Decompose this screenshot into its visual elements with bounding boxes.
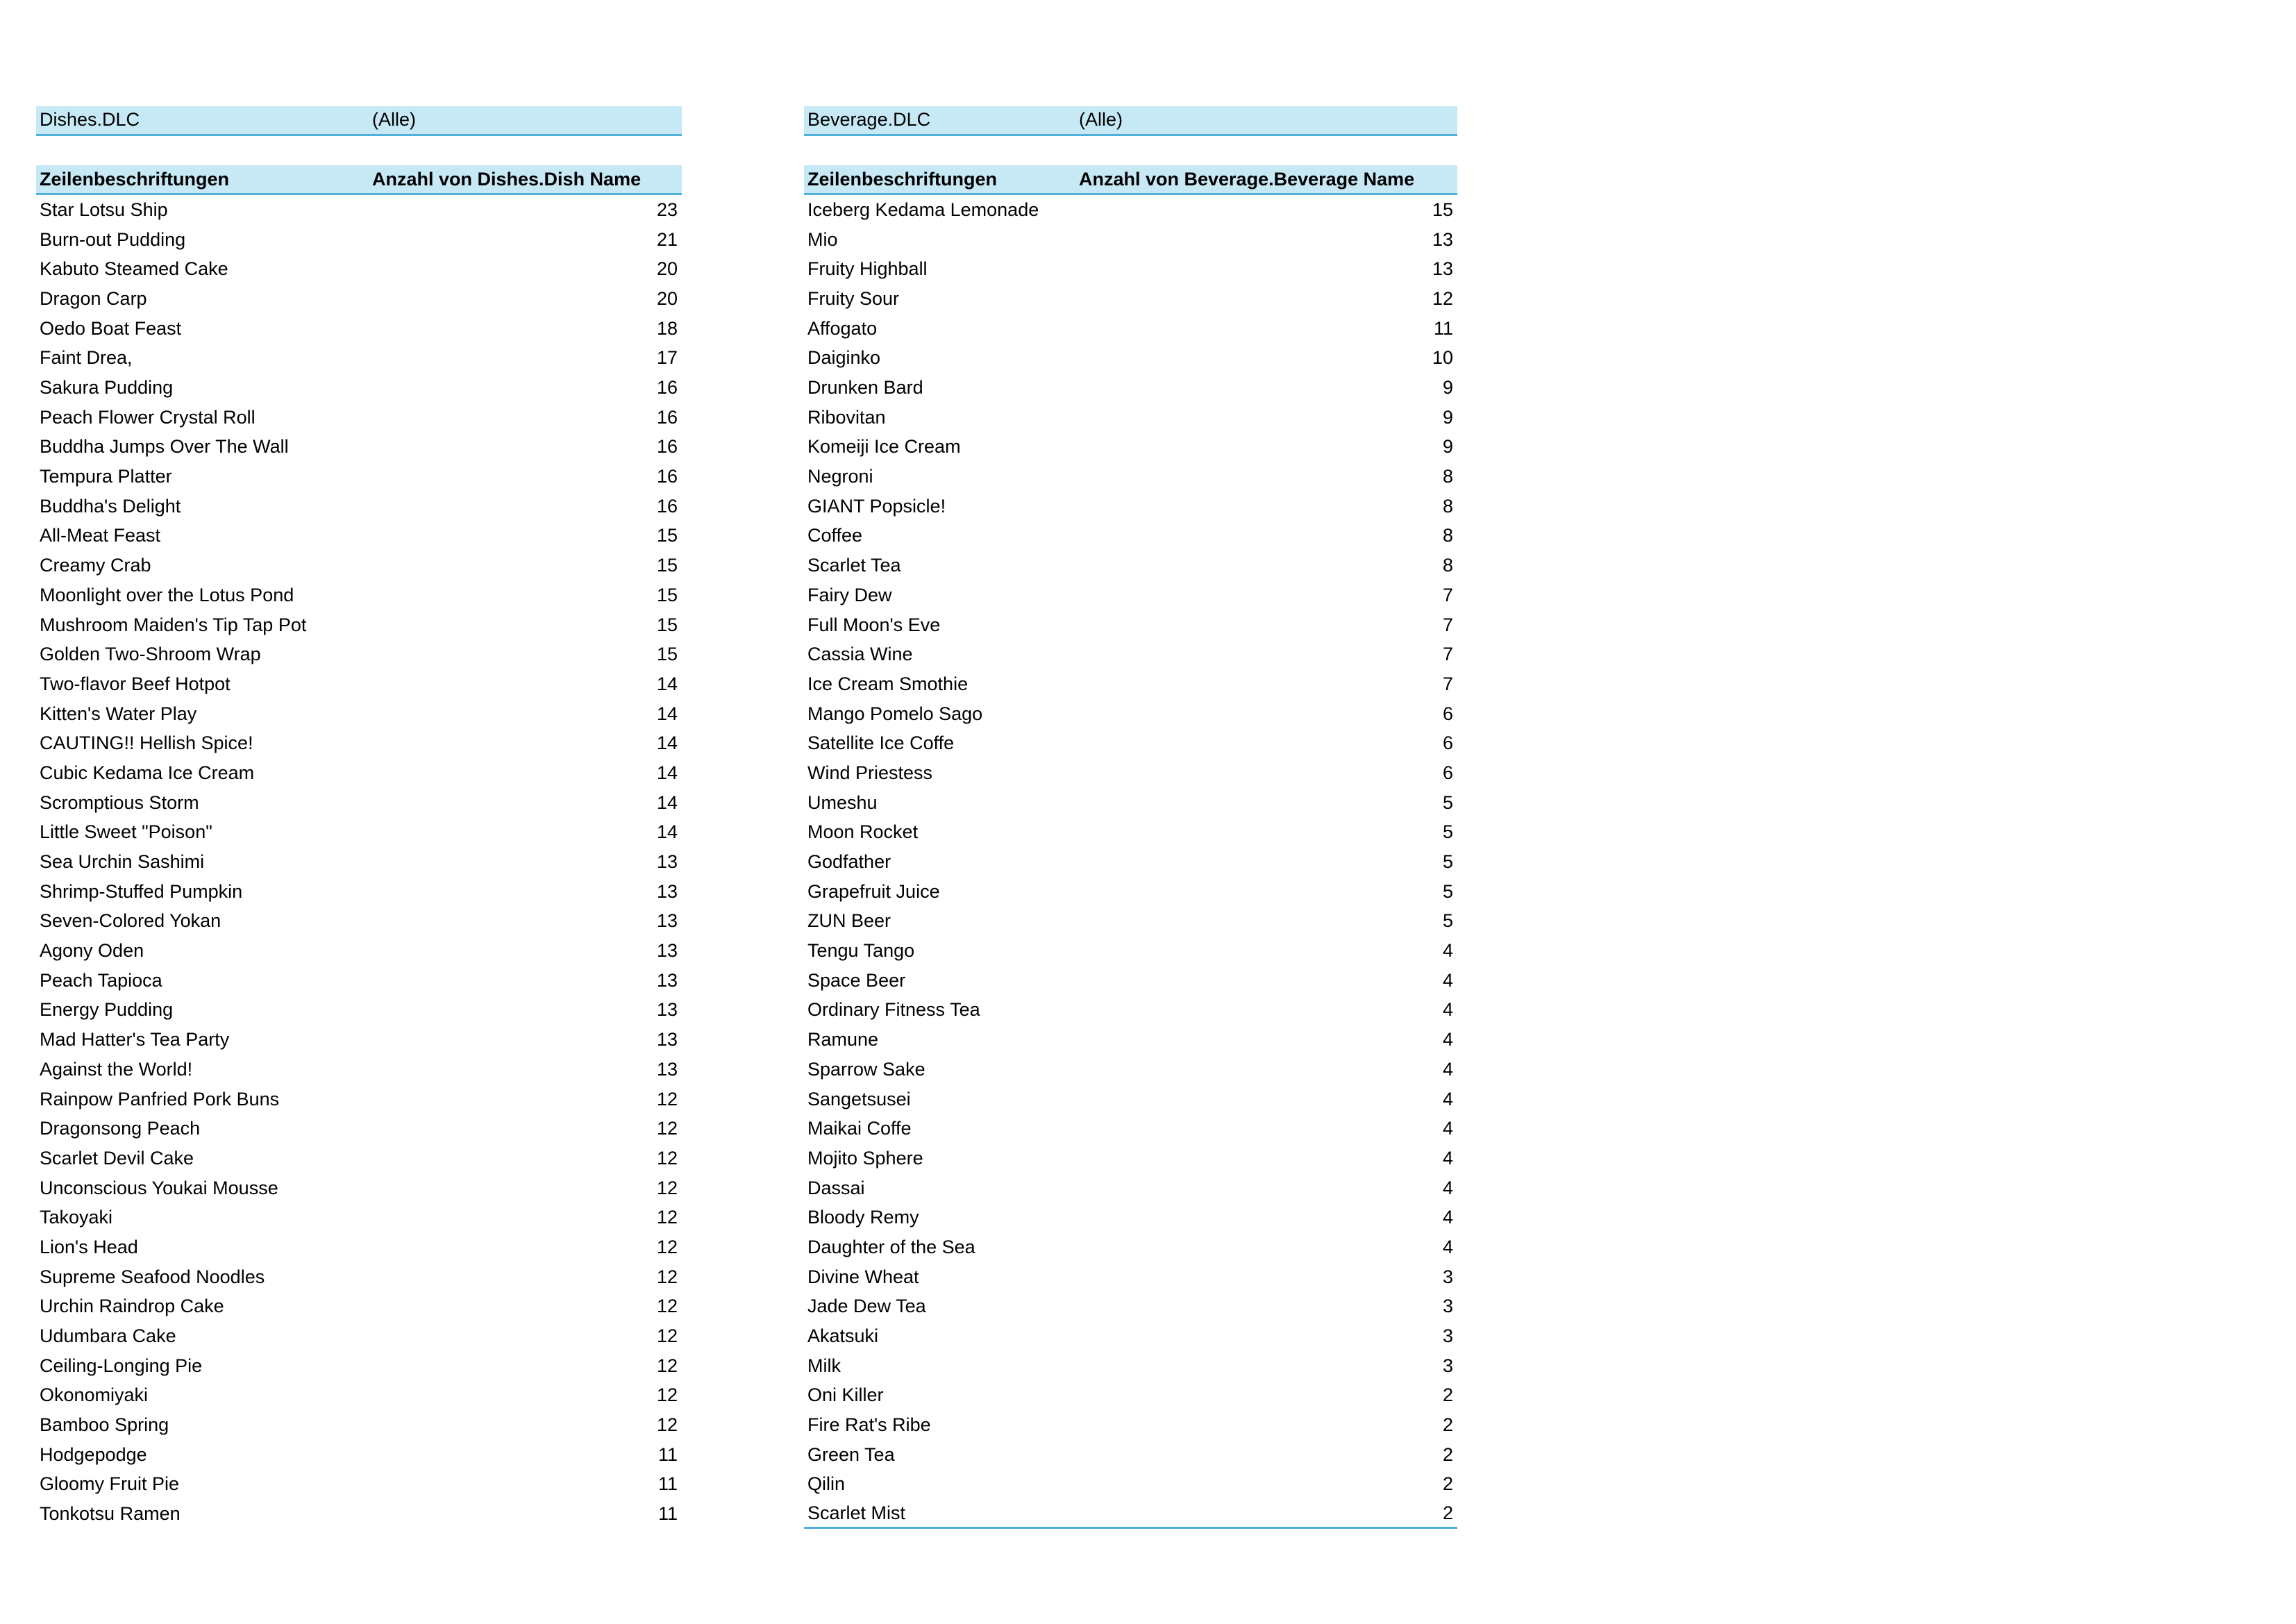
dishes-row-count: 12 [656,1147,678,1169]
dishes-table-row[interactable] [36,462,682,492]
beverage-table-row[interactable] [804,966,1457,996]
dishes-row-count: 13 [656,851,678,873]
dishes-row-count: 12 [656,1118,678,1139]
dishes-row-count: 15 [656,614,678,635]
dishes-table-row[interactable] [36,936,682,966]
dishes-row-count: 14 [656,733,678,754]
beverage-count-header: Anzahl von Beverage.Beverage Name [1079,168,1415,190]
dishes-row-name: CAUTING!! Hellish Spice! [40,733,253,754]
dishes-row-count: 14 [656,673,678,694]
beverage-row-name: ZUN Beer [807,910,891,932]
dishes-row-name: Peach Tapioca [40,969,162,991]
beverage-row-count: 4 [1442,999,1453,1021]
dishes-row-count: 12 [656,1088,678,1110]
dishes-row-count: 13 [656,910,678,932]
beverage-row-name: Fruity Sour [807,287,900,309]
beverage-row-name: Ordinary Fitness Tea [807,999,980,1021]
dishes-row-count: 16 [656,466,678,487]
beverage-row-name: Scarlet Mist [807,1502,906,1523]
beverage-table-row[interactable] [804,1173,1457,1203]
beverage-table-row[interactable] [804,373,1457,403]
beverage-row-name: Cassia Wine [807,644,913,665]
dishes-table-row[interactable] [36,699,682,729]
beverage-row-name: Mio [807,228,838,250]
beverage-row-count: 7 [1442,584,1453,605]
beverage-row-name: Fairy Dew [807,584,892,605]
beverage-row-name: Mango Pomelo Sago [807,703,983,724]
beverage-row-count: 10 [1432,347,1453,369]
dishes-row-name: Burn-out Pudding [40,228,186,250]
beverage-table-row[interactable] [804,344,1457,374]
beverage-row-name: Maikai Coffe [807,1118,912,1139]
dishes-row-labels-header[interactable]: Zeilenbeschriftungen [40,168,230,190]
beverage-header-row [804,165,1457,195]
dishes-table-row[interactable] [36,1262,682,1292]
beverage-row-name: Komeiji Ice Cream [807,436,961,458]
beverage-row-count: 9 [1442,377,1453,399]
beverage-row-count: 7 [1442,673,1453,694]
dishes-row-name: Urchin Raindrop Cake [40,1296,224,1317]
beverage-filter-dropdown[interactable]: (Alle) [1079,109,1123,131]
beverage-table-row[interactable] [804,1499,1457,1529]
beverage-row-name: Divine Wheat [807,1266,919,1287]
dishes-row-name: Tempura Platter [40,466,172,487]
dishes-table-row[interactable] [36,1203,682,1232]
beverage-filter-row[interactable] [804,106,1457,136]
beverage-row-name: Ramune [807,1029,879,1050]
dishes-row-name: Golden Two-Shroom Wrap [40,644,261,665]
beverage-table-row[interactable] [804,758,1457,788]
beverage-row-count: 4 [1442,1118,1453,1139]
beverage-table-row[interactable] [804,1351,1457,1381]
beverage-table-row[interactable] [804,314,1457,344]
beverage-row-count: 8 [1442,555,1453,576]
beverage-row-name: Jade Dew Tea [807,1296,926,1317]
dishes-row-name: Dragonsong Peach [40,1118,201,1139]
beverage-table-row[interactable] [804,1321,1457,1351]
dishes-table-row[interactable] [36,639,682,669]
dishes-row-count: 11 [657,1503,678,1525]
dishes-row-count: 12 [656,1296,678,1317]
dishes-row-name: Scromptious Storm [40,792,199,813]
dishes-row-name: Against the World! [40,1058,193,1080]
dishes-table-row[interactable] [36,225,682,255]
beverage-row-count: 4 [1442,969,1453,991]
dishes-row-name: Little Sweet "Poison" [40,821,212,843]
dishes-table-row[interactable] [36,1351,682,1381]
dishes-row-name: Gloomy Fruit Pie [40,1473,180,1495]
beverage-row-count: 4 [1442,1177,1453,1198]
dishes-row-count: 12 [656,1177,678,1198]
dishes-table-row[interactable] [36,1173,682,1203]
beverage-row-name: Green Tea [807,1443,895,1465]
dishes-row-name: Moonlight over the Lotus Pond [40,584,294,605]
dishes-table-row[interactable] [36,1440,682,1470]
dishes-row-count: 13 [656,1058,678,1080]
dishes-table-body [36,195,682,1529]
beverage-row-count: 15 [1432,199,1453,220]
dishes-row-count: 15 [656,555,678,576]
dishes-row-name: Faint Drea, [40,347,133,369]
dishes-filter-row[interactable] [36,106,682,136]
beverage-table-row[interactable] [804,639,1457,669]
beverage-row-count: 2 [1442,1384,1453,1406]
dishes-table-row[interactable] [36,314,682,344]
beverage-table-row[interactable] [804,284,1457,314]
beverage-row-count: 3 [1442,1325,1453,1347]
dishes-row-count: 15 [656,584,678,605]
beverage-table-row[interactable] [804,433,1457,462]
dishes-table-row[interactable] [36,966,682,996]
beverage-table-row[interactable] [804,521,1457,551]
beverage-row-name: Sangetsusei [807,1088,911,1110]
dishes-table-row[interactable] [36,580,682,610]
beverage-table-row[interactable] [804,996,1457,1026]
beverage-row-count: 6 [1442,733,1453,754]
beverage-row-name: Grapefruit Juice [807,880,940,902]
beverage-row-count: 2 [1442,1443,1453,1465]
dishes-row-name: Creamy Crab [40,555,151,576]
beverage-row-name: Drunken Bard [807,377,923,399]
dishes-row-count: 12 [656,1355,678,1376]
beverage-row-name: Ice Cream Smothie [807,673,969,694]
dishes-row-name: Tonkotsu Ramen [40,1503,181,1525]
beverage-row-name: Tengu Tango [807,940,915,962]
dishes-pivot-table [36,106,682,1529]
beverage-row-count: 4 [1442,1236,1453,1257]
dishes-table-row[interactable] [36,195,682,225]
dishes-row-count: 12 [656,1384,678,1406]
dishes-row-count: 12 [656,1207,678,1228]
beverage-row-name: Full Moon's Eve [807,614,941,635]
beverage-row-count: 9 [1442,406,1453,428]
dishes-table-row[interactable] [36,1114,682,1144]
dishes-row-name: Supreme Seafood Noodles [40,1266,265,1287]
dishes-row-name: Buddha Jumps Over The Wall [40,436,289,458]
beverage-table-row[interactable] [804,1144,1457,1173]
dishes-table-row[interactable] [36,1410,682,1440]
beverage-pivot-table [804,106,1457,1529]
beverage-row-count: 5 [1442,821,1453,843]
beverage-table-row[interactable] [804,788,1457,818]
dishes-row-count: 16 [656,406,678,428]
beverage-row-name: Affogato [807,317,878,339]
dishes-table-row[interactable] [36,907,682,937]
dishes-row-count: 11 [657,1443,678,1465]
beverage-table-row[interactable] [804,1203,1457,1232]
dishes-row-count: 21 [656,228,678,250]
dishes-row-count: 14 [656,762,678,783]
beverage-row-name: Negroni [807,466,873,487]
beverage-row-name: Satellite Ice Coffe [807,733,955,754]
beverage-row-count: 4 [1442,1088,1453,1110]
beverage-row-count: 7 [1442,614,1453,635]
dishes-table-row[interactable] [36,1292,682,1322]
dishes-row-count: 13 [656,940,678,962]
dishes-row-name: Mad Hatter's Tea Party [40,1029,230,1050]
dishes-row-count: 12 [656,1266,678,1287]
dishes-table-row[interactable] [36,403,682,433]
dishes-row-name: Buddha's Delight [40,495,181,517]
beverage-row-name: Oni Killer [807,1384,884,1406]
dishes-row-name: Bamboo Spring [40,1414,169,1436]
dishes-table-row[interactable] [36,1055,682,1085]
beverage-row-name: Godfather [807,851,891,873]
beverage-table-row[interactable] [804,907,1457,937]
dishes-row-count: 16 [656,495,678,517]
dishes-row-count: 18 [656,317,678,339]
dishes-row-count: 11 [657,1473,678,1495]
dishes-row-name: Shrimp-Stuffed Pumpkin [40,880,243,902]
beverage-row-count: 5 [1442,851,1453,873]
beverage-row-name: Dassai [807,1177,865,1198]
dishes-row-count: 16 [656,377,678,399]
beverage-row-name: Coffee [807,525,863,546]
beverage-table-row[interactable] [804,610,1457,640]
beverage-row-name: Milk [807,1355,841,1376]
beverage-row-name: Moon Rocket [807,821,919,843]
dishes-row-name: Peach Flower Crystal Roll [40,406,255,428]
dishes-table-row[interactable] [36,1085,682,1114]
beverage-row-name: GIANT Popsicle! [807,495,946,517]
beverage-table-row[interactable] [804,847,1457,877]
dishes-row-name: Lion's Head [40,1236,138,1257]
dishes-row-count: 13 [656,969,678,991]
beverage-table-row[interactable] [804,1292,1457,1322]
dishes-row-name: Seven-Colored Yokan [40,910,221,932]
beverage-row-count: 5 [1442,792,1453,813]
dishes-table-row[interactable] [36,818,682,848]
beverage-table-row[interactable] [804,936,1457,966]
dishes-table-row[interactable] [36,521,682,551]
dishes-row-count: 13 [656,880,678,902]
dishes-row-count: 17 [656,347,678,369]
dishes-row-name: Unconscious Youkai Mousse [40,1177,278,1198]
beverage-table-body [804,195,1457,1529]
dishes-row-name: Sakura Pudding [40,377,174,399]
dishes-row-name: Rainpow Panfried Pork Buns [40,1088,280,1110]
beverage-table-row[interactable] [804,1381,1457,1411]
dishes-row-count: 14 [656,703,678,724]
dishes-count-header: Anzahl von Dishes.Dish Name [372,168,642,190]
beverage-table-row[interactable] [804,1262,1457,1292]
dishes-row-name: Star Lotsu Ship [40,199,168,220]
dishes-row-count: 20 [656,258,678,280]
dishes-table-row[interactable] [36,492,682,521]
dishes-row-name: Energy Pudding [40,999,174,1021]
beverage-row-name: Daughter of the Sea [807,1236,975,1257]
beverage-table-row[interactable] [804,225,1457,255]
beverage-row-count: 4 [1442,1147,1453,1169]
dishes-row-count: 16 [656,436,678,458]
dishes-table-row[interactable] [36,669,682,699]
dishes-table-row[interactable] [36,610,682,640]
dishes-row-count: 15 [656,644,678,665]
dishes-row-count: 14 [656,821,678,843]
beverage-table-row[interactable] [804,1025,1457,1055]
beverage-row-count: 8 [1442,495,1453,517]
beverage-table-row[interactable] [804,1085,1457,1114]
dishes-row-name: Udumbara Cake [40,1325,176,1347]
beverage-table-row[interactable] [804,403,1457,433]
beverage-row-name: Qilin [807,1473,846,1495]
dishes-row-name: Kabuto Steamed Cake [40,258,228,280]
dishes-row-count: 12 [656,1236,678,1257]
dishes-row-count: 12 [656,1414,678,1436]
beverage-row-count: 3 [1442,1355,1453,1376]
beverage-row-count: 3 [1442,1266,1453,1287]
dishes-row-name: Okonomiyaki [40,1384,149,1406]
dishes-table-row[interactable] [36,344,682,374]
beverage-row-name: Daiginko [807,347,881,369]
beverage-row-count: 6 [1442,762,1453,783]
beverage-table-row[interactable] [804,195,1457,225]
dishes-row-count: 20 [656,287,678,309]
beverage-table-row[interactable] [804,580,1457,610]
dishes-table-row[interactable] [36,1025,682,1055]
beverage-filter-field: Beverage.DLC [807,109,931,131]
beverage-row-count: 8 [1442,525,1453,546]
beverage-row-count: 8 [1442,466,1453,487]
beverage-table-row[interactable] [804,669,1457,699]
dishes-table-row[interactable] [36,1144,682,1173]
beverage-row-count: 4 [1442,1029,1453,1050]
dishes-table-row[interactable] [36,254,682,284]
beverage-row-count: 13 [1432,228,1453,250]
dishes-filter-dropdown[interactable]: (Alle) [372,109,417,131]
beverage-table-row[interactable] [804,1410,1457,1440]
dishes-row-name: Oedo Boat Feast [40,317,182,339]
dishes-row-count: 15 [656,525,678,546]
beverage-row-name: Wind Priestess [807,762,933,783]
beverage-table-row[interactable] [804,699,1457,729]
beverage-row-count: 4 [1442,940,1453,962]
beverage-table-row[interactable] [804,254,1457,284]
beverage-table-row[interactable] [804,492,1457,521]
beverage-row-count: 13 [1432,258,1453,280]
beverage-row-count: 7 [1442,644,1453,665]
beverage-row-count: 6 [1442,703,1453,724]
beverage-table-row[interactable] [804,1055,1457,1085]
beverage-table-row[interactable] [804,462,1457,492]
dishes-table-row[interactable] [36,433,682,462]
dishes-row-name: Ceiling-Longing Pie [40,1355,203,1376]
beverage-table-row[interactable] [804,1114,1457,1144]
beverage-table-row[interactable] [804,1232,1457,1262]
dishes-table-row[interactable] [36,551,682,580]
dishes-row-name: Dragon Carp [40,287,147,309]
dishes-row-count: 13 [656,999,678,1021]
beverage-table-row[interactable] [804,551,1457,580]
dishes-row-name: Sea Urchin Sashimi [40,851,205,873]
beverage-row-name: Ribovitan [807,406,886,428]
dishes-row-name: All-Meat Feast [40,525,161,546]
beverage-row-count: 4 [1442,1207,1453,1228]
beverage-row-count: 2 [1442,1414,1453,1436]
dishes-table-row[interactable] [36,758,682,788]
beverage-row-count: 4 [1442,1058,1453,1080]
beverage-row-name: Mojito Sphere [807,1147,923,1169]
dishes-row-name: Mushroom Maiden's Tip Tap Pot [40,614,307,635]
beverage-row-name: Iceberg Kedama Lemonade [807,199,1039,220]
dishes-table-row[interactable] [36,996,682,1026]
dishes-table-row[interactable] [36,877,682,907]
dishes-row-name: Scarlet Devil Cake [40,1147,194,1169]
dishes-table-row[interactable] [36,1321,682,1351]
beverage-table-row[interactable] [804,728,1457,758]
beverage-table-row[interactable] [804,877,1457,907]
beverage-table-row[interactable] [804,818,1457,848]
dishes-row-count: 14 [656,792,678,813]
dishes-row-name: Takoyaki [40,1207,113,1228]
beverage-row-name: Akatsuki [807,1325,879,1347]
dishes-table-row[interactable] [36,728,682,758]
dishes-table-row[interactable] [36,788,682,818]
dishes-table-row[interactable] [36,847,682,877]
dishes-table-row[interactable] [36,284,682,314]
dishes-table-row[interactable] [36,373,682,403]
beverage-row-count: 12 [1432,287,1453,309]
beverage-row-labels-header[interactable]: Zeilenbeschriftungen [807,168,998,190]
dishes-table-row[interactable] [36,1232,682,1262]
dishes-table-row[interactable] [36,1470,682,1500]
dishes-row-name: Hodgepodge [40,1443,147,1465]
dishes-row-name: Two-flavor Beef Hotpot [40,673,231,694]
dishes-row-count: 23 [656,199,678,220]
beverage-row-name: Bloody Remy [807,1207,919,1228]
beverage-row-name: Fruity Highball [807,258,928,280]
dishes-row-count: 13 [656,1029,678,1050]
dishes-row-count: 12 [656,1325,678,1347]
beverage-row-count: 3 [1442,1296,1453,1317]
beverage-row-name: Space Beer [807,969,906,991]
beverage-row-name: Sparrow Sake [807,1058,925,1080]
beverage-row-count: 5 [1442,910,1453,932]
beverage-row-count: 2 [1442,1502,1453,1523]
beverage-row-name: Umeshu [807,792,878,813]
dishes-header-row [36,165,682,195]
dishes-filter-field: Dishes.DLC [40,109,140,131]
beverage-row-count: 11 [1433,317,1453,339]
dishes-row-name: Cubic Kedama Ice Cream [40,762,255,783]
beverage-row-count: 2 [1442,1473,1453,1495]
beverage-table-row[interactable] [804,1470,1457,1500]
beverage-row-count: 5 [1442,880,1453,902]
beverage-row-name: Scarlet Tea [807,555,901,576]
beverage-table-row[interactable] [804,1440,1457,1470]
dishes-table-row[interactable] [36,1381,682,1411]
dishes-table-row[interactable] [36,1499,682,1529]
dishes-row-name: Agony Oden [40,940,144,962]
dishes-row-name: Kitten's Water Play [40,703,197,724]
beverage-row-name: Fire Rat's Ribe [807,1414,931,1436]
beverage-row-count: 9 [1442,436,1453,458]
